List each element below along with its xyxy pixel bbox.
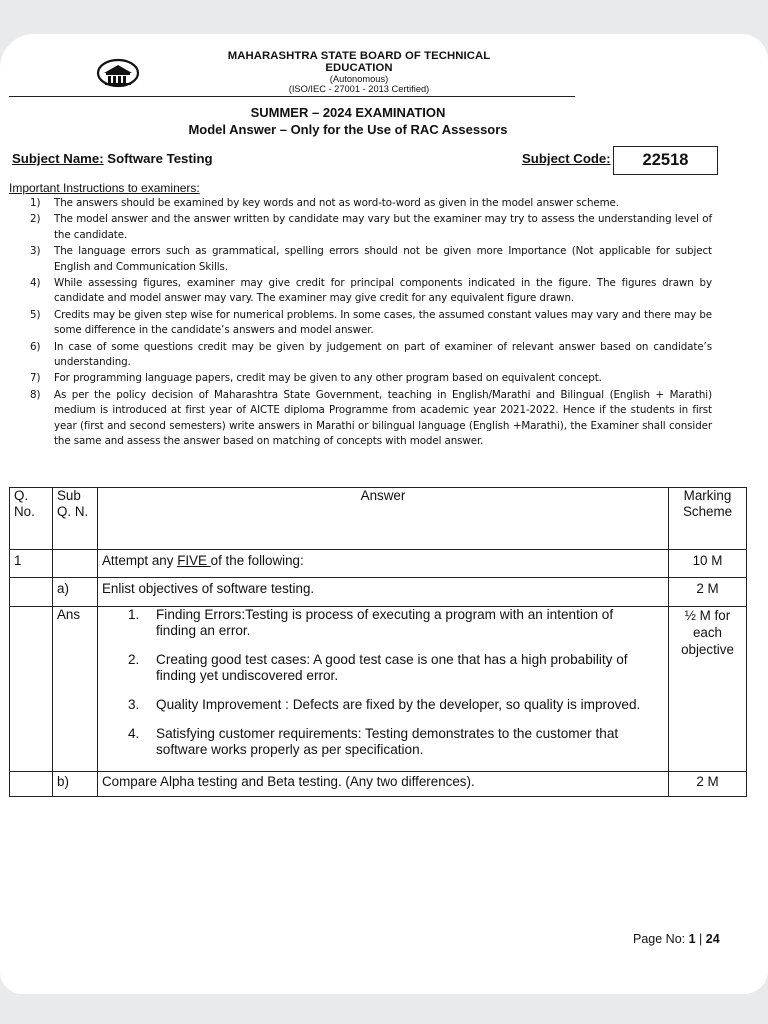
header-answer: Answer [98,488,669,550]
marks: 2 M [669,772,747,797]
page-number: Page No: 1 | 24 [633,932,720,946]
marks: 2 M [669,578,747,607]
instruction-item: 5) Credits may be given step wise for numerical problems. In some cases, the assumed constant values may vary and there may be some difference in the candidate’s answers and model answer. [30,308,712,337]
subject-name-value: Software Testing [107,151,213,166]
subject-code-label: Subject Code: [522,151,611,166]
table-row [10,772,747,797]
header-divider [9,96,575,97]
instructions-list [24,196,712,451]
instruction-item: 7) For programming language papers, credit may be given to any other program based on equivalent concept. [30,372,602,385]
header-sub-q: Sub Q. N. [53,488,98,550]
instructions-heading: Important Instructions to examiners: [9,181,200,195]
answer-point: 1. Finding Errors:Testing is process of executing a program with an intention of finding an error. [128,607,614,638]
board-name: MAHARASHTRA STATE BOARD OF TECHNICAL EDUCATION [227,50,491,74]
board-block [204,50,514,94]
sub-q-cell: Ans [53,607,98,772]
msbte-emblem-icon [96,58,140,88]
answer-point: 4. Satisfying customer requirements: Testing demonstrates to the customer that software works properly as per specification. [128,726,619,757]
marks: ½ M for each objective [669,607,747,772]
instruction-item: 1) The answers should be examined by key words and not as word-to-word as given in the model answer scheme. [30,197,619,209]
board-autonomous: (Autonomous) [329,74,389,84]
instruction-item: 2) The model answer and the answer written by candidate may vary but the examiner may try to assess the understanding level of the candidate. [30,213,712,241]
answer-points [102,607,664,758]
instruction-item: 3) The language errors such as grammatical, spelling errors should not be given more Importance (Not applicable for subject English and Communication Skills. [30,245,712,273]
answer-cell [98,607,669,772]
header-marking-scheme: Marking Scheme [669,488,747,550]
instruction-item: 6) In case of some questions credit may be given by judgement on part of examiner of relevant answer based on candidate’s understanding. [30,340,712,369]
instruction-item: 8) As per the policy decision of Maharashtra State Government, teaching in English/Marathi and Bilingual (English + Marathi) medium is introduced at first year of AICTE diploma Programme from academic year 2021-2022. Hence if the students in first year (first and second semesters) write answers in Marathi or bilingual language (English +Marathi), the Examiner shall consider the same and assess the answer based on matching of concepts with model answer. [30,388,712,448]
exam-subtitle: Model Answer – Only for the Use of RAC Assessors [188,122,508,137]
q-number [10,578,53,607]
sub-q-cell: b) [53,772,98,797]
sub-q-cell: a) [53,578,98,607]
exam-title: SUMMER – 2024 EXAMINATION [250,105,446,120]
answer-point: 2. Creating good test cases: A good test case is one that has a high probability of finding yet undiscovered error. [128,652,628,683]
answer-point: 3. Quality Improvement : Defects are fixed by the developer, so quality is improved. [128,697,641,712]
table-row [10,550,747,578]
sub-q-cell [53,550,98,578]
answer-table [9,487,747,797]
table-row [10,607,747,772]
instruction-item: 4) While assessing figures, examiner may give credit for principal components indicated in the figure. The figures drawn by candidate and model answer may vary. The examiner may give credit for any equivalent figure drawn. [30,277,712,305]
board-certification: (ISO/IEC - 27001 - 2013 Certified) [288,84,430,94]
question-text: Enlist objectives of software testing. [98,578,669,607]
subject-name-label: Subject Name: [12,151,104,166]
subject-name [12,151,213,166]
q-number [10,607,53,772]
table-header-row [10,488,747,550]
q-number: 1 [10,550,53,578]
table-row [10,578,747,607]
q-number [10,772,53,797]
header-q-no: Q. No. [10,488,53,550]
subject-code-value: 22518 [613,146,718,175]
question-text: Attempt any FIVE of the following: [98,550,669,578]
marks: 10 M [669,550,747,578]
question-text: Compare Alpha testing and Beta testing. (Any two differences). [98,772,669,797]
exam-title-block [0,104,696,138]
